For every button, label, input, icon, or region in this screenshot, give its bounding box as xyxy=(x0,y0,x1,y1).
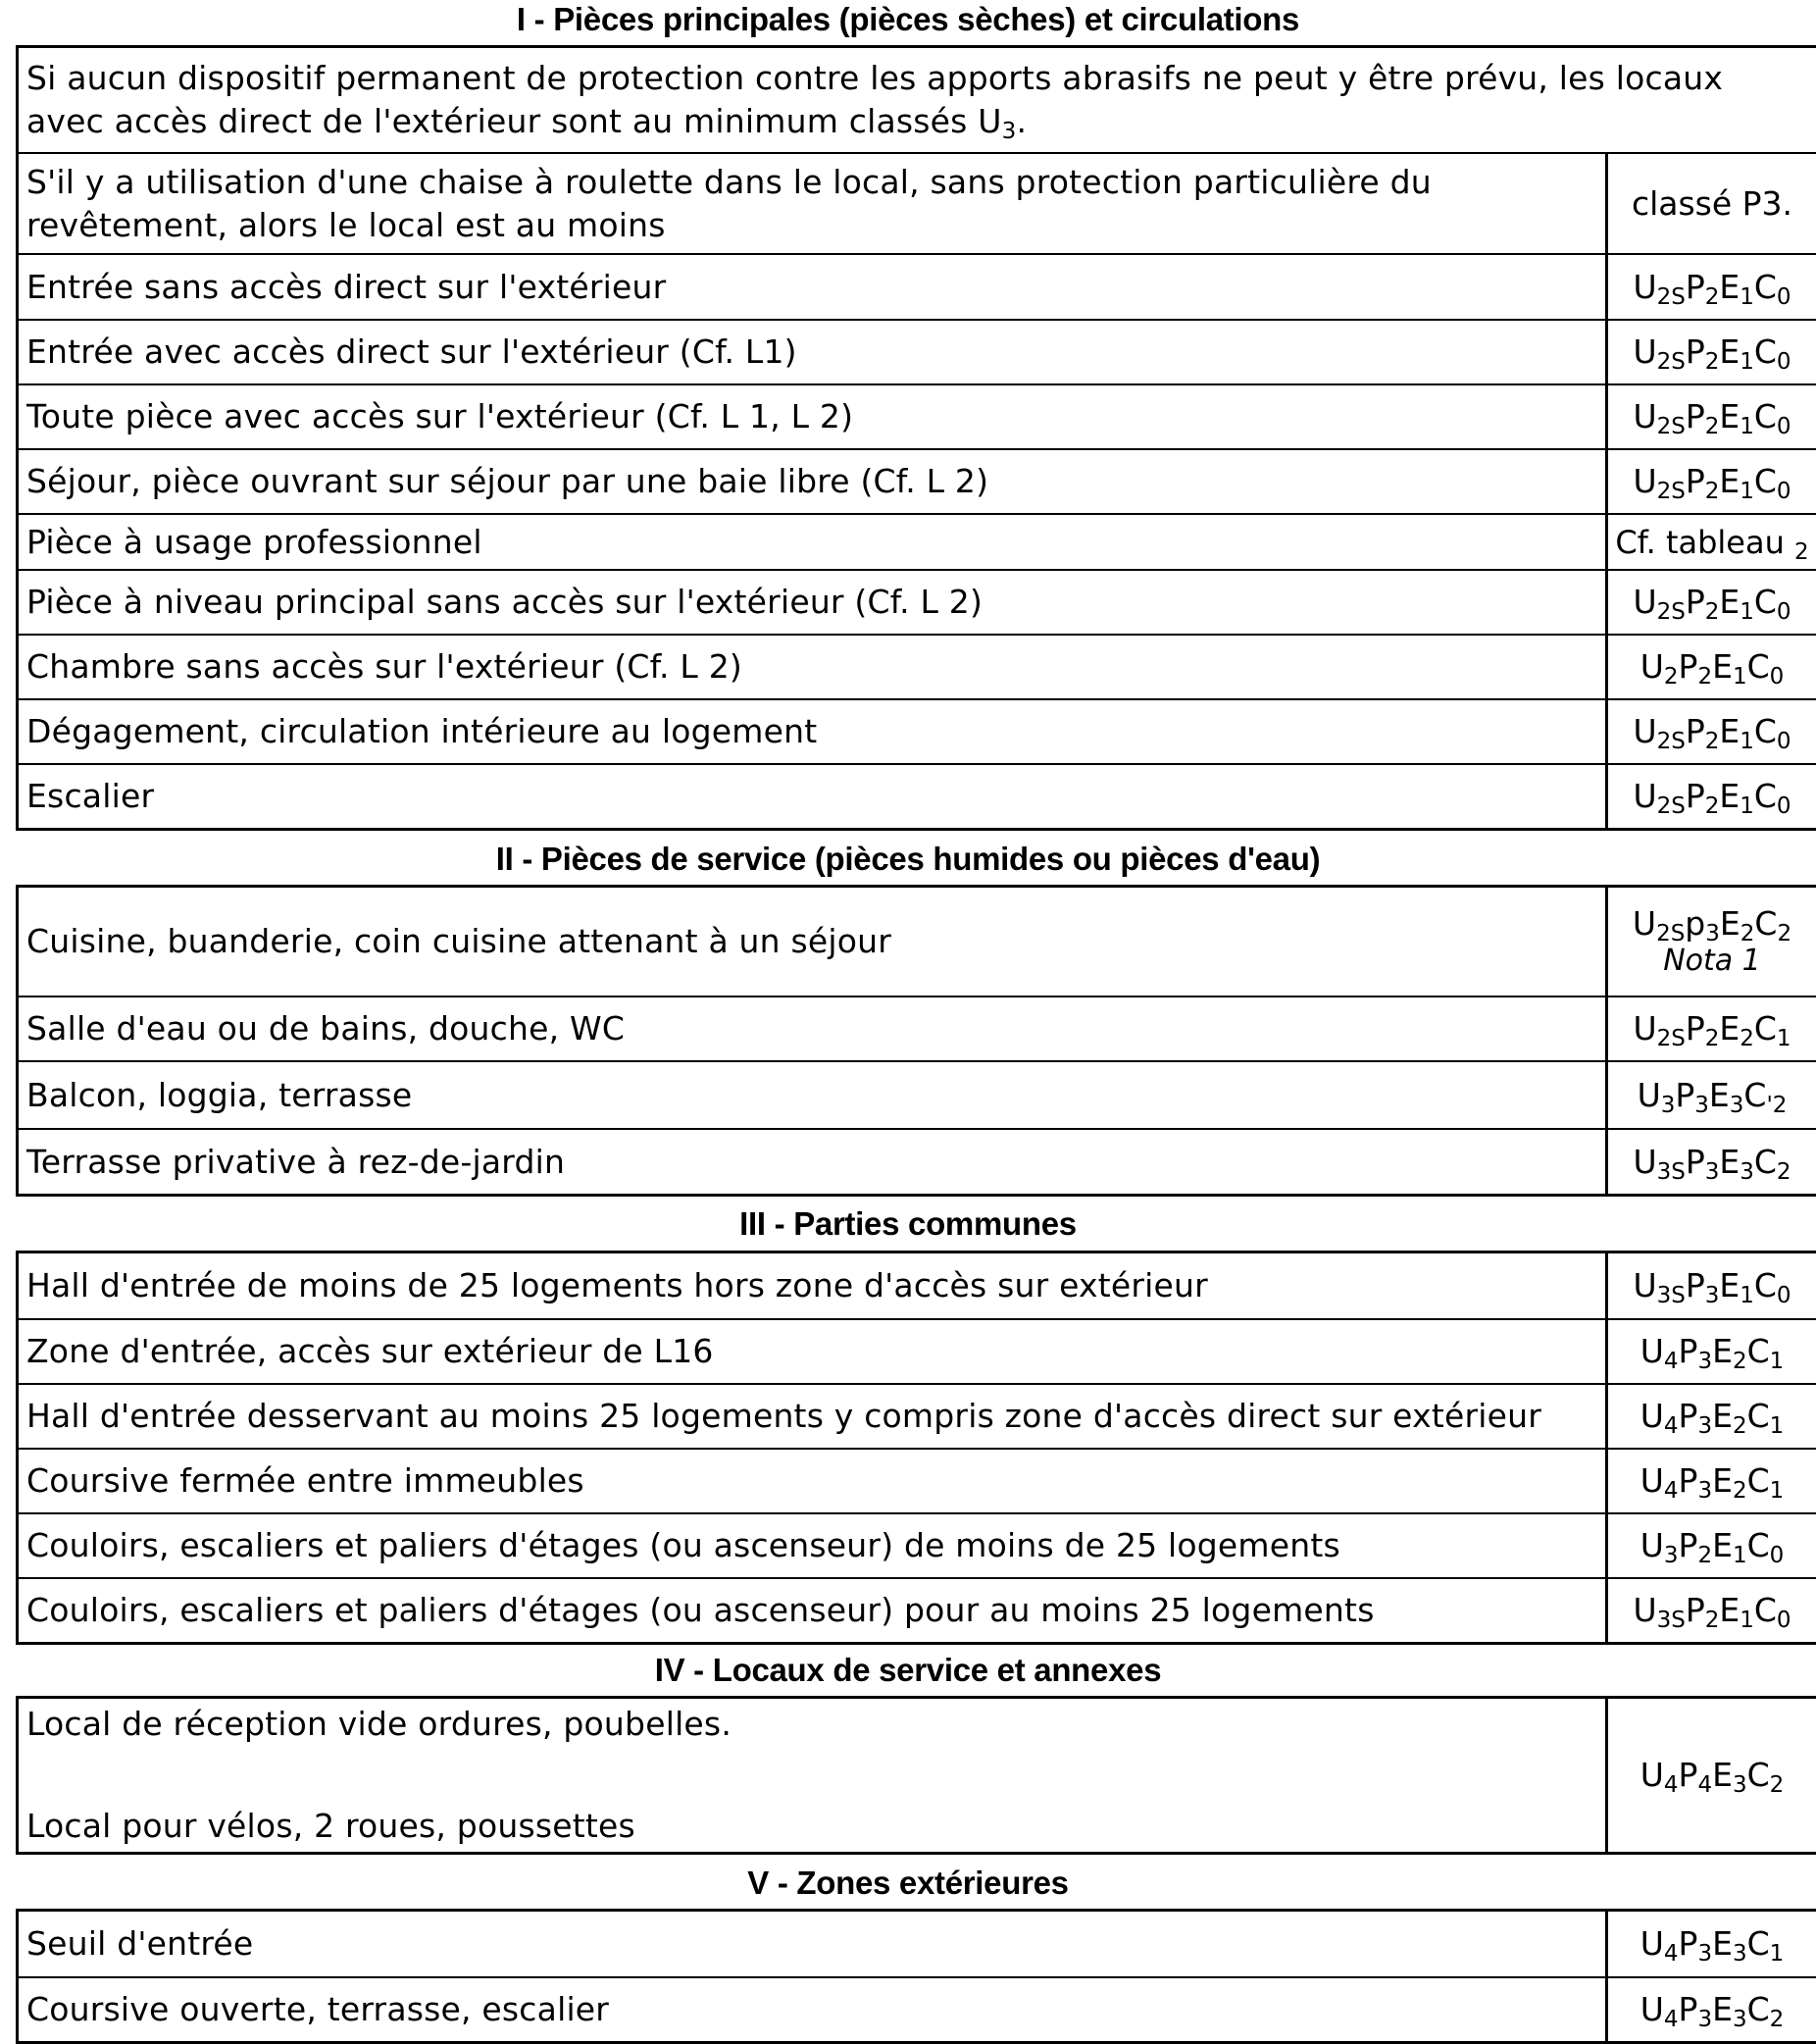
classification-code-value: $U_{2S}P_2E_1C_0$ xyxy=(1633,397,1791,439)
table-row xyxy=(16,448,1816,513)
room-description xyxy=(16,48,1816,152)
section-rows xyxy=(16,885,1816,1197)
room-description-text: Séjour, pièce ouvrant sur séjour par une baie libre (Cf. L 2) xyxy=(26,462,989,500)
room-description-text: Cuisine, buanderie, coin cuisine attenant à un séjour xyxy=(26,922,892,960)
room-description-text: Zone d'entrée, accès sur extérieur de L16 xyxy=(26,1332,714,1370)
room-description-line: Local pour vélos, 2 roues, poussettes xyxy=(26,1807,635,1845)
room-description xyxy=(16,1579,1605,1642)
room-description-text: Entrée sans accès direct sur l'extérieur xyxy=(26,267,667,306)
classification-code-value: $U_4P_3E_3C_1$ xyxy=(1639,1924,1785,1967)
table-row xyxy=(16,763,1816,828)
classification-code-value: $U_{2S}P_2E_1C_0$ xyxy=(1633,332,1791,375)
classification-code xyxy=(1605,1579,1816,1642)
room-description-text: S'il y a utilisation d'une chaise à roulette dans le local, sans protection particulière du revêtement, alors le local est au moins xyxy=(26,162,1432,244)
room-description xyxy=(16,636,1605,698)
section-title: II - Pièces de service (pièces humides ou pièces d'eau) xyxy=(495,841,1321,877)
classification-code xyxy=(1605,515,1816,569)
room-description-line: Local de réception vide ordures, poubelles. xyxy=(26,1705,732,1743)
table-row xyxy=(16,1912,1816,1976)
classification-code-value: $U_3P_3E_3C_{'2}$ xyxy=(1637,1075,1788,1118)
section-title: V - Zones extérieures xyxy=(747,1865,1069,1901)
room-description-text: Chambre sans accès sur l'extérieur (Cf. L 2) xyxy=(26,647,742,686)
classification-code-value: $U_4P_3E_2C_1$ xyxy=(1639,1332,1785,1374)
table-row xyxy=(16,253,1816,319)
table-row xyxy=(16,383,1816,448)
table-row xyxy=(16,152,1816,253)
classification-code-value: $U_{2S}P_2E_1C_0$ xyxy=(1633,712,1791,754)
table-row xyxy=(16,996,1816,1060)
classification-code-value: $U_4P_4E_3C_2$ xyxy=(1639,1756,1785,1798)
table-row xyxy=(16,48,1816,152)
classification-code xyxy=(1605,765,1816,828)
room-description-text: Coursive fermée entre immeubles xyxy=(26,1461,584,1500)
classification-code-value: Cf. tableau $_2$ xyxy=(1615,523,1809,565)
classification-code-value: $U_{2S}P_2E_1C_0$ xyxy=(1633,583,1791,625)
room-description-text: Pièce à usage professionnel xyxy=(26,522,482,561)
room-description xyxy=(16,1062,1605,1128)
room-description xyxy=(16,1320,1605,1383)
classification-code xyxy=(1605,636,1816,698)
room-description-text: Couloirs, escaliers et paliers d'étages (ou ascenseur) pour au moins 25 logements xyxy=(26,1591,1375,1629)
classification-code xyxy=(1605,450,1816,513)
table-row xyxy=(16,1060,1816,1128)
section-title: III - Parties communes xyxy=(739,1205,1077,1242)
room-description-text: Balcon, loggia, terrasse xyxy=(26,1075,413,1114)
table-row xyxy=(16,698,1816,763)
room-description xyxy=(16,1978,1605,2041)
room-description-text: Si aucun dispositif permanent de protection contre les apports abrasifs ne peut y être prévu, les locaux avec accès direct de l'extérieur sont au minimum classés $U_3$. xyxy=(26,59,1724,144)
room-description xyxy=(16,255,1605,319)
classification-code xyxy=(1605,154,1816,253)
classification-code xyxy=(1605,1912,1816,1976)
classification-code-value: $U_3P_2E_1C_0$ xyxy=(1639,1526,1785,1568)
classification-code-value: $U_{2S}P_2E_2C_1$ xyxy=(1633,1009,1791,1051)
classification-code xyxy=(1605,1385,1816,1448)
classification-code xyxy=(1605,1062,1816,1128)
room-description xyxy=(16,1912,1605,1976)
room-description-text: Terrasse privative à rez-de-jardin xyxy=(26,1142,566,1181)
room-description xyxy=(16,385,1605,448)
section-rows xyxy=(16,1696,1816,1855)
classification-note: Nota 1 xyxy=(1663,944,1761,978)
room-description xyxy=(16,1253,1605,1318)
classification-code xyxy=(1605,1253,1816,1318)
classification-code-value: $U_4P_3E_2C_1$ xyxy=(1639,1397,1785,1439)
room-description-text: Toute pièce avec accès sur l'extérieur (Cf. L 1, L 2) xyxy=(26,397,854,435)
table-row xyxy=(16,569,1816,634)
table-row xyxy=(16,513,1816,569)
room-description-text: Seuil d'entrée xyxy=(26,1924,254,1963)
room-description-text: Couloirs, escaliers et paliers d'étages (ou ascenseur) de moins de 25 logements xyxy=(26,1526,1340,1564)
room-description-text: Entrée avec accès direct sur l'extérieur (Cf. L1) xyxy=(26,332,797,371)
classification-code xyxy=(1605,1978,1816,2041)
room-description xyxy=(16,450,1605,513)
room-description-text: Hall d'entrée desservant au moins 25 logements y compris zone d'accès direct sur extérieur xyxy=(26,1397,1541,1435)
classification-code-value: $U_{3S}P_3E_1C_0$ xyxy=(1633,1266,1791,1308)
classification-code xyxy=(1605,571,1816,634)
table-row xyxy=(16,1253,1816,1318)
room-description xyxy=(16,997,1605,1060)
room-description xyxy=(16,888,1605,996)
classification-code-value: classé P3. xyxy=(1631,183,1793,223)
classification-code-value: $U_{2S}p_3E_2C_2$ xyxy=(1632,904,1792,946)
classification-code-value: $U_2P_2E_1C_0$ xyxy=(1639,647,1785,690)
room-description xyxy=(16,154,1605,253)
classification-code-value: $U_{2S}P_2E_1C_0$ xyxy=(1633,777,1791,819)
classification-code xyxy=(1605,321,1816,383)
room-description xyxy=(16,1130,1605,1194)
classification-code-value: $U_{2S}P_2E_1C_0$ xyxy=(1633,462,1791,504)
classification-code xyxy=(1605,997,1816,1060)
room-description xyxy=(16,700,1605,763)
section-title: I - Pièces principales (pièces sèches) et circulations xyxy=(516,1,1300,37)
room-description-text: Hall d'entrée de moins de 25 logements hors zone d'accès sur extérieur xyxy=(26,1266,1208,1304)
table-row xyxy=(16,1512,1816,1577)
room-description xyxy=(16,1514,1605,1577)
table-row xyxy=(16,888,1816,996)
room-description-text: Pièce à niveau principal sans accès sur l'extérieur (Cf. L 2) xyxy=(26,583,984,621)
classification-code xyxy=(1605,385,1816,448)
room-description xyxy=(16,571,1605,634)
section-rows xyxy=(16,1251,1816,1645)
classification-code xyxy=(1605,1514,1816,1577)
classification-code-value: $U_4P_3E_3C_2$ xyxy=(1639,1990,1785,2032)
room-description xyxy=(16,1699,1605,1852)
room-description xyxy=(16,1450,1605,1512)
table-row xyxy=(16,1577,1816,1642)
room-description-text: Salle d'eau ou de bains, douche, WC xyxy=(26,1009,626,1048)
table-row xyxy=(16,1699,1816,1852)
classification-code-value: $U_{2S}P_2E_1C_0$ xyxy=(1633,267,1791,310)
classification-code xyxy=(1605,255,1816,319)
room-description xyxy=(16,515,1605,569)
room-description-text: Escalier xyxy=(26,777,155,815)
classification-code-value: $U_{3S}P_3E_3C_2$ xyxy=(1633,1142,1791,1185)
section-rows xyxy=(16,45,1816,831)
classification-code-value: $U_{3S}P_2E_1C_0$ xyxy=(1633,1591,1791,1633)
classification-code-value: $U_4P_3E_2C_1$ xyxy=(1639,1461,1785,1504)
table-row xyxy=(16,319,1816,383)
classification-code xyxy=(1605,1130,1816,1194)
table-row xyxy=(16,1976,1816,2041)
section-rows xyxy=(16,1909,1816,2044)
classification-code xyxy=(1605,1320,1816,1383)
classification-code xyxy=(1605,1450,1816,1512)
table-row xyxy=(16,1383,1816,1448)
room-description-text: Dégagement, circulation intérieure au logement xyxy=(26,712,818,750)
table-row xyxy=(16,1448,1816,1512)
room-description xyxy=(16,765,1605,828)
classification-code xyxy=(1605,700,1816,763)
room-description xyxy=(16,321,1605,383)
classification-code xyxy=(1605,888,1816,996)
table-row xyxy=(16,1128,1816,1194)
room-description xyxy=(16,1385,1605,1448)
table-row xyxy=(16,634,1816,698)
classification-code xyxy=(1605,1699,1816,1852)
section-title: IV - Locaux de service et annexes xyxy=(654,1652,1162,1688)
table-row xyxy=(16,1318,1816,1383)
room-description-text: Coursive ouverte, terrasse, escalier xyxy=(26,1990,610,2028)
